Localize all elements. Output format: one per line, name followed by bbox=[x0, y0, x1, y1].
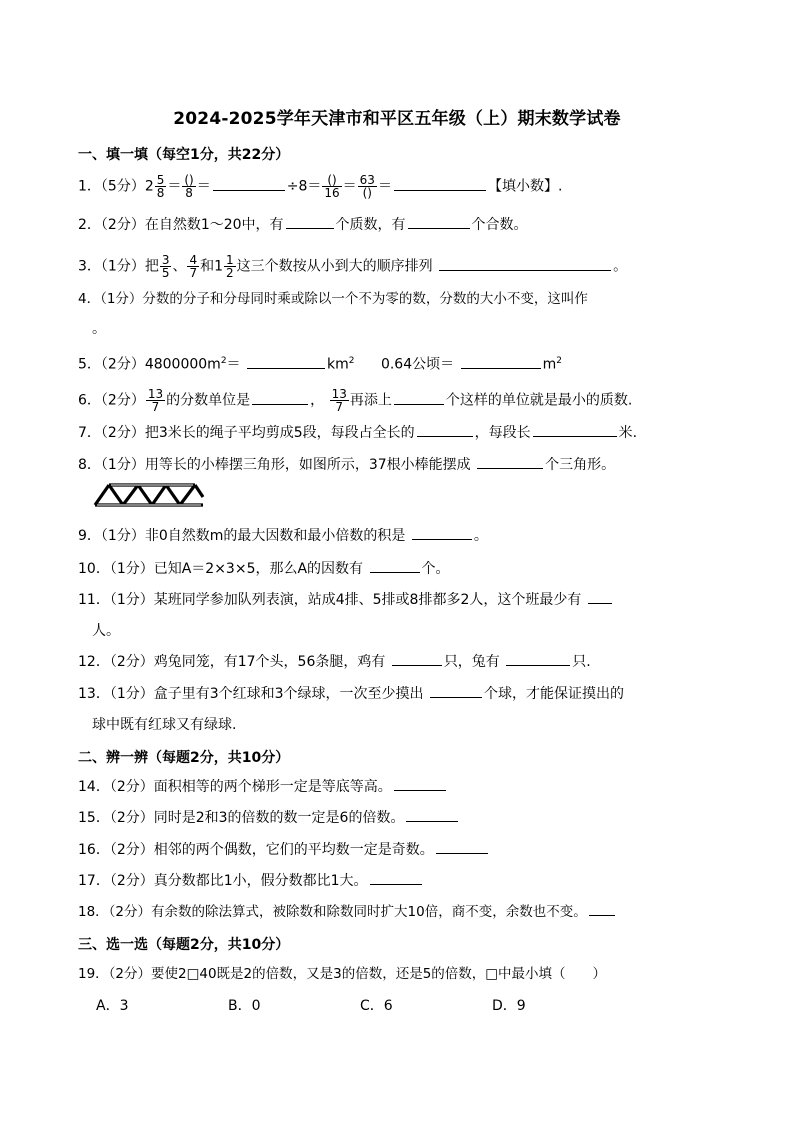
question-10: 10．（1分）已知A＝2×3×5，那么A的因数有 个。 bbox=[78, 561, 450, 577]
q3-frac-3: $\frac{1}{2}$ bbox=[226, 253, 234, 280]
triangles-figure bbox=[92, 482, 206, 508]
question-11-cont: 人。 bbox=[92, 623, 120, 639]
q12-blank-2[interactable] bbox=[506, 653, 570, 666]
section-1-heading: 一、填一填（每空1分，共22分） bbox=[78, 147, 290, 163]
option-b[interactable]: B．0 bbox=[228, 998, 261, 1014]
question-13-cont: 球中既有红球又有绿球. bbox=[92, 717, 237, 733]
page-title: 2024-2025学年天津市和平区五年级（上）期末数学试卷 bbox=[173, 109, 621, 129]
q15-blank[interactable] bbox=[406, 809, 458, 822]
question-17: 17．（2分）真分数都比1小，假分数都比1大。 bbox=[78, 872, 424, 890]
q9-blank[interactable] bbox=[412, 527, 472, 540]
q18-blank[interactable] bbox=[589, 903, 615, 916]
q1-frac-3: $\frac{()}{16}$ bbox=[324, 173, 340, 200]
q7-blank-2[interactable] bbox=[533, 424, 617, 437]
question-13: 13．（1分）盒子里有3个红球和3个绿球，一次至少摸出 个球，才能保证摸出的 bbox=[78, 686, 624, 702]
q8-blank[interactable] bbox=[477, 456, 543, 469]
q1-blank-2[interactable] bbox=[394, 178, 486, 191]
question-18: 18．（2分）有余数的除法算式，被除数和除数同时扩大10倍，商不变，余数也不变。 bbox=[78, 903, 617, 921]
question-2: 2．（2分）在自然数1～20中，有 个质数，有 个合数。 bbox=[78, 217, 528, 233]
question-15: 15．（2分）同时是2和3的倍数的数一定是6的倍数。 bbox=[78, 809, 460, 827]
question-12: 12．（2分）鸡兔同笼，有17个头，56条腿，鸡有 只，兔有 只. bbox=[78, 654, 591, 670]
question-3: 3．（1分）把 $\frac{3}{5}$ 、 $\frac{4}{7}$ 和1 $\frac{1}{2}$ 这三个数按从小到大的顺序排列 。 bbox=[78, 253, 628, 280]
question-7: 7．（2分）把3米长的绳子平均剪成5段，每段占全长的 ，每段长 米. bbox=[78, 425, 638, 441]
q2-blank-1[interactable] bbox=[286, 216, 334, 229]
section-3-heading: 三、选一选（每题2分，共10分） bbox=[78, 937, 290, 953]
question-6: 6．（2分） $\frac{13}{7}$ 的分数单位是 ， $\frac{13}{7}$ 再添上 个这样的单位就是最小的质数. bbox=[78, 387, 633, 414]
q6-frac-2: $\frac{13}{7}$ bbox=[331, 387, 347, 414]
question-1-line: 1．（5分）2 $\frac{5}{8}$ ＝ $\frac{()}{8}$ ＝ ÷8＝ $\frac{()}{16}$ ＝ $\frac{63}{()}$ ＝ 【填小数】. bbox=[78, 173, 563, 200]
question-9: 9．（1分）非0自然数m的最大因数和最小倍数的积是 。 bbox=[78, 528, 488, 544]
q16-blank[interactable] bbox=[436, 841, 488, 854]
q1-frac-2: $\frac{()}{8}$ bbox=[184, 173, 194, 200]
q3-frac-1: $\frac{3}{5}$ bbox=[161, 253, 170, 280]
q17-blank[interactable] bbox=[370, 872, 422, 885]
question-5: 5．（2分）$4800000m^2= km^2$ 0.64公顷＝ $m^2$ bbox=[78, 356, 562, 373]
q3-blank[interactable] bbox=[439, 258, 611, 271]
question-4: 4．（1分）分数的分子和分母同时乘或除以一个不为零的数，分数的大小不变，这叫作 bbox=[78, 291, 588, 307]
question-8: 8．（1分）用等长的小棒摆三角形，如图所示，37根小棒能摆成 个三角形。 bbox=[78, 457, 616, 473]
q1-frac-1: $\frac{5}{8}$ bbox=[156, 173, 165, 200]
q10-blank[interactable] bbox=[370, 560, 420, 573]
q13-blank[interactable] bbox=[430, 685, 482, 698]
q1-prefix: 1．（5分）2 bbox=[78, 178, 154, 195]
q5-blank-2[interactable] bbox=[461, 356, 541, 369]
question-14: 14．（2分）面积相等的两个梯形一定是等底等高。 bbox=[78, 778, 448, 796]
q3-frac-2: $\frac{4}{7}$ bbox=[189, 253, 198, 280]
q1-frac-4: $\frac{63}{()}$ bbox=[359, 173, 375, 200]
q6-frac-1: $\frac{13}{7}$ bbox=[147, 387, 164, 414]
q2-blank-2[interactable] bbox=[408, 216, 470, 229]
q6-blank-2[interactable] bbox=[394, 392, 444, 405]
question-19: 19．（2分）要使2□40既是2的倍数，又是3的倍数，还是5的倍数，□中最小填（ ） bbox=[78, 966, 607, 982]
q11-blank[interactable] bbox=[588, 591, 612, 604]
section-2-heading: 二、辨一辨（每题2分，共10分） bbox=[78, 750, 290, 766]
q14-blank[interactable] bbox=[394, 778, 446, 791]
option-a[interactable]: A．3 bbox=[96, 998, 129, 1014]
question-11: 11．（1分）某班同学参加队列表演，站成4排、5排或8排都多2人，这个班最少有 bbox=[78, 591, 614, 609]
option-d[interactable]: D．9 bbox=[492, 998, 526, 1014]
question-16: 16．（2分）相邻的两个偶数，它们的平均数一定是奇数。 bbox=[78, 841, 490, 859]
option-c[interactable]: C．6 bbox=[360, 998, 393, 1014]
question-19-options bbox=[96, 997, 624, 1015]
q7-blank-1[interactable] bbox=[417, 424, 473, 437]
q5-blank-1[interactable] bbox=[247, 356, 325, 369]
question-4-cont: 。 bbox=[92, 321, 106, 337]
q6-blank-1[interactable] bbox=[252, 392, 308, 405]
q12-blank-1[interactable] bbox=[392, 653, 442, 666]
q1-blank-1[interactable] bbox=[213, 178, 285, 191]
